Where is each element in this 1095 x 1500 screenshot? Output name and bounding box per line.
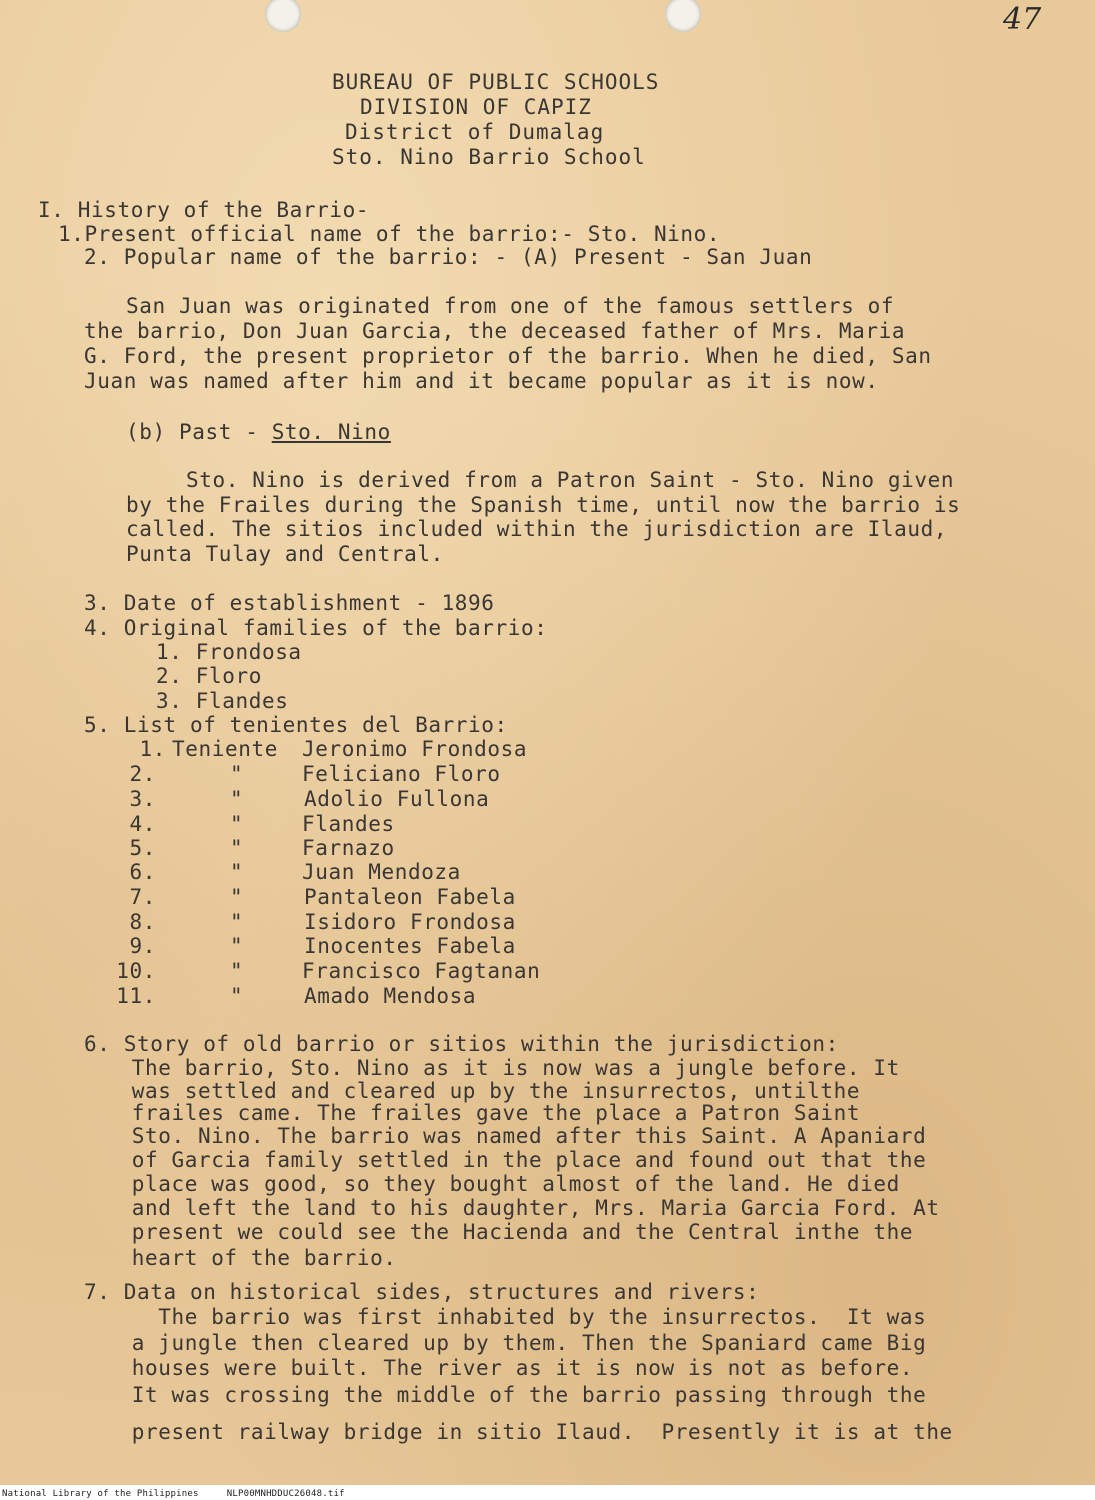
header-bureau: BUREAU OF PUBLIC SCHOOLS <box>332 70 660 94</box>
punch-hole-right <box>665 0 701 32</box>
teniente-number: 1. <box>139 737 166 761</box>
teniente-number: 6. <box>129 860 156 884</box>
history-line: a jungle then cleared up by them. Then the Spaniard came Big <box>92 1331 927 1355</box>
paragraph-line: the barrio, Don Juan Garcia, the deceased father of Mrs. Maria <box>84 319 906 343</box>
story-line: present we could see the Hacienda and the Central inthe the <box>92 1220 914 1244</box>
teniente-title: " <box>230 812 244 836</box>
teniente-name: Francisco Fagtanan <box>302 959 541 983</box>
teniente-title: " <box>230 836 244 860</box>
teniente-title: " <box>230 910 244 934</box>
paragraph-line: San Juan was originated from one of the famous settlers of <box>126 294 895 318</box>
item-date-establishment: 3. Date of establishment - 1896 <box>84 591 495 615</box>
section-title: I. History of the Barrio- <box>38 198 370 222</box>
item-original-families: 4. Original families of the barrio: <box>84 616 548 640</box>
teniente-name: Farnazo <box>302 836 395 860</box>
story-line: 6. Story of old barrio or sitios within the jurisdiction: <box>84 1032 839 1056</box>
teniente-title: " <box>230 885 244 909</box>
history-line: The barrio was first inhabited by the insurrectos. It was <box>92 1305 927 1329</box>
teniente-title: " <box>230 934 244 958</box>
teniente-number: 10. <box>116 959 156 983</box>
paragraph-line: called. The sitios included within the jurisdiction are Ilaud, <box>126 517 948 541</box>
teniente-name: Flandes <box>302 812 395 836</box>
history-line: 7. Data on historical sides, structures and rivers: <box>84 1280 760 1304</box>
teniente-name: Feliciano Floro <box>302 762 501 786</box>
paragraph-line: Punta Tulay and Central. <box>126 542 444 566</box>
page-number: 47 <box>1003 2 1042 37</box>
teniente-title: " <box>230 787 244 811</box>
paragraph-line: Sto. Nino is derived from a Patron Saint - Sto. Nino given <box>186 468 955 492</box>
story-line: place was good, so they bought almost of the land. He died <box>92 1172 900 1196</box>
teniente-title: " <box>230 959 244 983</box>
teniente-name: Jeronimo Frondosa <box>302 737 528 761</box>
teniente-title: " <box>230 984 244 1008</box>
item-popular-name: 2. Popular name of the barrio: - (A) Present - San Juan <box>84 245 813 269</box>
teniente-title: " <box>230 762 244 786</box>
archive-footer: National Library of the Philippines NLP00MNHDDUC26048.tif <box>2 1489 345 1499</box>
teniente-number: 7. <box>129 885 156 909</box>
item-tenientes: 5. List of tenientes del Barrio: <box>84 713 508 737</box>
past-name <box>126 420 391 444</box>
teniente-number: 5. <box>129 836 156 860</box>
family-item: 1. Frondosa <box>156 640 302 664</box>
header-district: District of Dumalag <box>345 120 605 144</box>
punch-hole-left <box>265 0 301 32</box>
story-line: The barrio, Sto. Nino as it is now was a jungle before. It <box>92 1056 900 1080</box>
item-official-name: 1.Present official name of the barrio:- Sto. Nino. <box>58 222 721 246</box>
teniente-title: " <box>230 860 244 884</box>
paragraph-line: by the Frailes during the Spanish time, until now the barrio is <box>126 493 961 517</box>
header-division: DIVISION OF CAPIZ <box>360 95 592 119</box>
teniente-number: 4. <box>129 812 156 836</box>
teniente-number: 8. <box>129 910 156 934</box>
teniente-title: Teniente <box>172 737 278 761</box>
teniente-number: 11. <box>116 984 156 1008</box>
history-line: houses were built. The river as it is now is not as before. <box>92 1356 914 1380</box>
past-value: Sto. Nino <box>271 420 391 444</box>
header-school: Sto. Nino Barrio School <box>332 145 646 169</box>
teniente-number: 3. <box>129 787 156 811</box>
history-line: present railway bridge in sitio Ilaud. Presently it is at the <box>92 1420 953 1444</box>
story-line: of Garcia family settled in the place and found out that the <box>92 1148 927 1172</box>
history-line: It was crossing the middle of the barrio passing through the <box>92 1383 927 1407</box>
story-line: was settled and cleared up by the insurrectos, untilthe <box>92 1079 861 1103</box>
teniente-name: Amado Mendosa <box>304 984 477 1008</box>
story-line: frailes came. The frailes gave the place a Patron Saint <box>92 1101 861 1125</box>
teniente-name: Adolio Fullona <box>304 787 490 811</box>
teniente-number: 9. <box>129 934 156 958</box>
paragraph-line: G. Ford, the present proprietor of the barrio. When he died, San <box>84 344 932 368</box>
teniente-number: 2. <box>129 762 156 786</box>
paragraph-line: Juan was named after him and it became popular as it is now. <box>84 369 879 393</box>
teniente-name: Pantaleon Fabela <box>304 885 516 909</box>
family-item: 2. Floro <box>156 664 262 688</box>
story-line: Sto. Nino. The barrio was named after this Saint. A Apaniard <box>92 1124 927 1148</box>
teniente-name: Juan Mendoza <box>302 860 461 884</box>
story-line: and left the land to his daughter, Mrs. Maria Garcia Ford. At <box>92 1196 940 1220</box>
family-item: 3. Flandes <box>156 689 289 713</box>
teniente-name: Inocentes Fabela <box>304 934 516 958</box>
teniente-name: Isidoro Frondosa <box>304 910 516 934</box>
past-label: (b) Past - <box>126 420 259 444</box>
story-line: heart of the barrio. <box>92 1246 397 1270</box>
